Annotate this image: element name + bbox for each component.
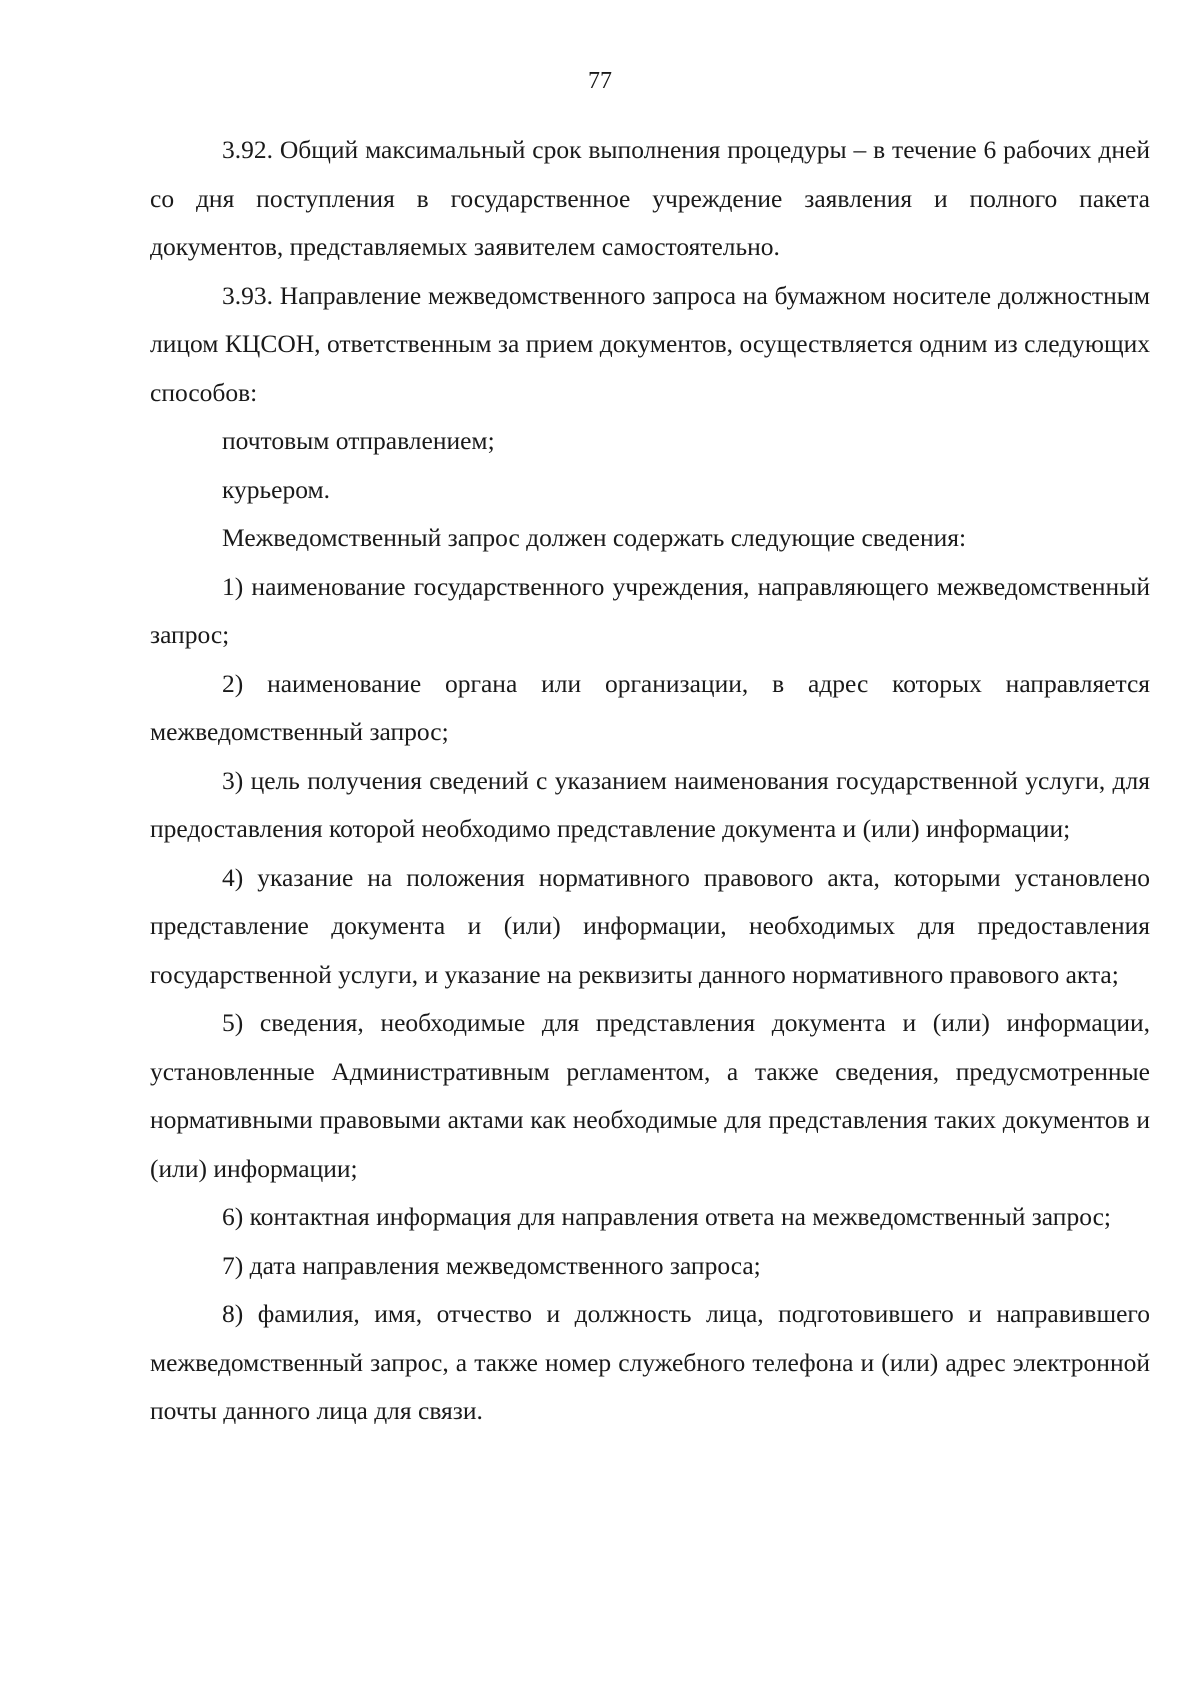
list-item-1: 1) наименование государственного учреждения, направляющего межведомственный запрос; xyxy=(150,571,1150,649)
list-item-6: 6) контактная информация для направления ответа на межведомственный запрос; xyxy=(222,1202,1111,1231)
list-item-courier: курьером. xyxy=(222,474,331,504)
page-number: 77 xyxy=(588,68,612,94)
paragraph-request-contents: Межведомственный запрос должен содержать следующие сведения: xyxy=(222,523,967,552)
list-item-3: 3) цель получения сведений с указанием наименования государственной услуги, для предоставления которой необходимо представление документа и (или) информации; xyxy=(150,765,1150,843)
list-item-4: 4) указание на положения нормативного правового акта, которыми установлено представление документа и (или) информации, необходимых для предоставления государственной услуги, и указание на реквизиты данного нормативного правового акта; xyxy=(150,862,1150,989)
document-body xyxy=(150,126,1150,1436)
list-item-7: 7) дата направления межведомственного запроса; xyxy=(222,1250,761,1280)
list-item-5: 5) сведения, необходимые для представления документа и (или) информации, установленные Административным регламентом, а также сведения, предусмотренные нормативными правовыми актами как необходимые для представления таких документов и (или) информации; xyxy=(150,1008,1150,1183)
list-item-2: 2) наименование органа или организации, в адрес которых направляется межведомственный запрос; xyxy=(150,668,1150,746)
paragraph-3-92: 3.92. Общий максимальный срок выполнения процедуры – в течение 6 рабочих дней со дня поступления в государственное учреждение заявления и полного пакета документов, представляемых заявителем самостоятельно. xyxy=(150,135,1150,261)
list-item-8: 8) фамилия, имя, отчество и должность лица, подготовившего и направившего межведомственный запрос, а также номер служебного телефона и (или) адрес электронной почты данного лица для связи. xyxy=(150,1299,1150,1425)
list-item-post: почтовым отправлением; xyxy=(222,426,495,455)
paragraph-3-93: 3.93. Направление межведомственного запроса на бумажном носителе должностным лицом КЦСОН, ответственным за прием документов, осуществляется одним из следующих способов: xyxy=(150,280,1150,407)
